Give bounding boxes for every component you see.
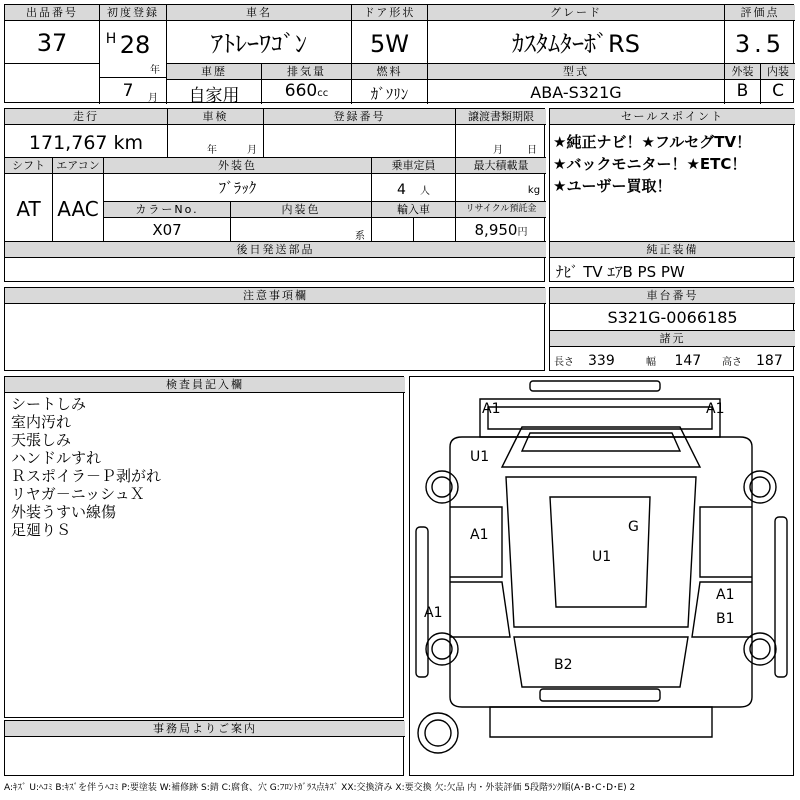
inspector-note: 天張しみ [11,431,72,449]
dims-header: 諸元 [550,331,795,347]
sales-point-block [549,108,794,282]
lot-number-header: 出品番号 [5,5,99,21]
era: H [105,31,117,47]
inspector-note: Ｒスポイラ－Ｐ剥がれ [11,467,162,485]
int-color-header: 内装色 [231,202,371,218]
history-header: 車歴 [167,64,261,80]
exterior-header: 外装 [725,64,760,80]
chassis-number: S321G-0066185 [607,308,738,327]
grade-header: グレード [428,5,724,21]
load-header: 最大積載量 [456,158,546,174]
model-header: 型式 [428,64,724,80]
insp-month-unit: 月 [247,145,257,156]
car-name-header: 車名 [167,5,351,21]
inspector-note: ハンドルすれ [11,449,102,467]
inspector-note: シートしみ [11,395,87,413]
displacement-header: 排気量 [262,64,351,80]
first-reg-header: 初度登録 [100,5,166,21]
damage-code: A1 [424,605,443,621]
reg-number-header: 登録番号 [264,109,455,125]
history: 自家用 [188,86,240,106]
fuel-header: 燃料 [352,64,427,80]
inspector-note: 足廻りＳ [11,521,72,539]
damage-code: U1 [592,549,612,565]
mileage-header: 走行 [5,109,167,125]
model: ABA-S321G [530,83,622,102]
width: 幅 147 [646,353,702,369]
damage-code: A1 [482,401,501,417]
transfer-day-unit: 日 [527,145,537,156]
header-block [4,4,794,106]
displacement: 660cc [284,81,329,101]
vehicle-detail-block [4,108,545,282]
capacity-header: 乗車定員 [372,158,455,174]
office-header: 事務局よりご案内 [5,721,405,737]
reg-month: 7 [122,81,134,101]
transfer-month-unit: 月 [493,145,503,156]
equipment: ﾅﾋﾞ TV ｴｱB PS PW [556,263,685,281]
insp-year-unit: 年 [207,145,217,156]
score: 3.5 [734,30,786,58]
damage-code: B1 [716,611,735,627]
damage-code: B2 [554,657,573,673]
caution-header: 注意事項欄 [5,288,546,304]
door-header: ドア形状 [352,5,427,21]
ac: AAC [57,197,99,221]
damage-diagram [409,376,794,776]
recycle-fee: 8,950円 [474,221,528,239]
inspector-note: 室内汚れ [11,413,72,431]
chassis-header: 車台番号 [550,288,795,304]
sales-point: ★ユーザー買取！ [553,177,672,195]
car-outline-diagram [410,377,793,775]
fuel: ｶﾞｿﾘﾝ [370,85,409,103]
capacity: 4 人 [397,182,430,198]
score-header: 評価点 [725,5,795,21]
shift: AT [16,197,41,221]
color-header: 外装色 [104,158,371,174]
sales-point: ★純正ナビ！★フルセグTV！ [553,133,752,151]
damage-code: G [628,519,639,535]
office-block [4,720,404,776]
height: 高さ 187 [722,353,783,369]
mileage: 171,767 km [28,132,144,154]
color: ﾌﾞﾗｯｸ [218,179,257,197]
sales-point: ★バックモニター！★ETC！ [553,155,747,173]
color-no-header: カラーNo. [104,202,230,218]
inspector-block [4,376,404,718]
ac-header: エアコン [53,158,103,174]
door-type: 5W [370,30,409,58]
interior-grade: C [772,81,784,101]
length: 長さ 339 [554,353,615,369]
inspector-note: 外装うすい線傷 [11,503,117,521]
import-header: 輸入車 [372,202,455,218]
damage-code: A1 [716,587,735,603]
exterior-grade: B [736,81,749,101]
damage-code: U1 [470,449,490,465]
transfer-header: 譲渡書類期限 [456,109,546,125]
lot-number: 37 [36,29,68,57]
load-unit: kg [527,185,541,196]
interior-header: 内装 [761,64,795,80]
sales-header: セールスポイント [550,109,795,125]
inspector-header: 検査員記入欄 [5,377,405,393]
grade: ｶｽﾀﾑﾀｰﾎﾞRS [512,30,640,58]
year-unit: 年 [150,65,160,76]
legend: A:ｷｽﾞ U:ﾍｺﾐ B:ｷｽﾞを伴うﾍｺﾐ P:要塗装 W:補修跡 S:錆 C:腐食、穴 G:ﾌﾛﾝﾄｶﾞﾗｽ点ｷｽﾞ XX:交換済み X:要交換 欠:欠品 内・外装評価 5段階ﾗﾝｸ順(A･B･C･D･E) 2 [4,783,636,793]
inspector-note: リヤガ－ニッシュＸ [11,485,145,503]
shift-header: シフト [5,158,52,174]
parts-header: 後日発送部品 [5,242,546,258]
month-unit: 月 [148,93,158,104]
reg-year: 28 [119,31,151,59]
inspection-header: 車検 [168,109,263,125]
int-color-unit: 系 [355,231,365,242]
chassis-block [549,287,794,371]
caution-block [4,287,545,371]
equip-header: 純正装備 [550,242,795,258]
car-name: ｱﾄﾚｰﾜｺﾞﾝ [211,30,307,58]
color-no: X07 [152,221,182,239]
recycle-header: リサイクル預託金 [456,202,546,218]
damage-code: A1 [706,401,725,417]
damage-code: A1 [470,527,489,543]
